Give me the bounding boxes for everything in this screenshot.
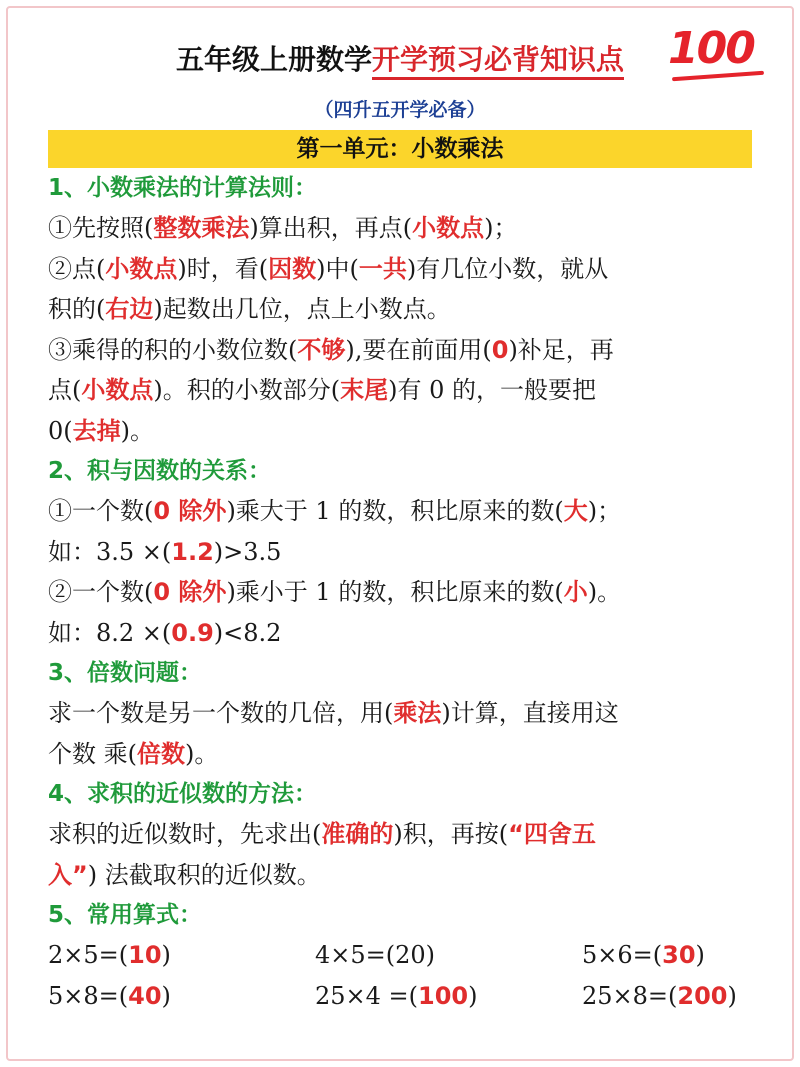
title-topic: 开学预习必背知识点	[372, 43, 624, 80]
text-line: ①一个数(0 除外)乘大于 1 的数，积比原来的数(大)；	[48, 497, 622, 525]
score-100-logo: 100	[668, 23, 754, 74]
answer: 入”	[48, 860, 88, 889]
text-line: ①先按照(整数乘法)算出积，再点(小数点)；	[48, 214, 518, 242]
answer: 因数	[268, 254, 317, 283]
formula: 25×8=(200)	[582, 982, 737, 1010]
answer: 0	[491, 335, 509, 364]
title-grade: 五年级上册数学	[175, 43, 372, 76]
answer: 0.9	[171, 618, 214, 647]
section-heading: 3、倍数问题：	[48, 660, 203, 686]
section-heading: 2、积与因数的关系：	[48, 458, 272, 484]
answer: 末尾	[340, 376, 389, 404]
answer: 小数点	[105, 254, 178, 283]
answer: 一共	[358, 254, 407, 283]
text-line: 如：8.2 ×(0.9)<8.2	[48, 618, 282, 647]
section-heading: 4、求积的近似数的方法：	[48, 781, 318, 807]
answer: 小数点	[412, 214, 485, 242]
section-heading: 1、小数乘法的计算法则：	[48, 175, 318, 201]
answer: 小	[563, 578, 588, 606]
answer: 0 除外	[153, 578, 227, 606]
page-subtitle: （四升五开学必备）	[314, 99, 486, 121]
text-line: 求一个数是另一个数的几倍，用(乘法)计算，直接用这	[48, 699, 619, 727]
text-line: 0(去掉)。	[48, 416, 155, 445]
answer: 准确的	[321, 820, 394, 848]
text-line: 个数 乘(倍数)。	[48, 739, 219, 768]
formula-grid	[48, 935, 760, 1017]
text-line: 求积的近似数时，先求出(准确的)积，再按(“四舍五	[48, 820, 596, 848]
answer: 倍数	[137, 739, 185, 768]
formula: 5×6=(30)	[582, 941, 705, 969]
text-line: 点(小数点)。积的小数部分(末尾)有 0 的，一般要把	[48, 376, 596, 404]
answer: 0 除外	[153, 497, 227, 525]
formula: 25×4 =(100)	[315, 982, 478, 1010]
answer: 大	[563, 497, 588, 525]
formula: 5×8=(40)	[48, 982, 171, 1010]
formula: 4×5=(20)	[315, 941, 436, 969]
unit-banner: 第一单元：小数乘法	[48, 130, 752, 168]
answer: 1.2	[171, 537, 214, 566]
answer: 去掉	[72, 416, 121, 445]
text-line: 积的(右边)起数出几位，点上小数点。	[48, 295, 451, 323]
answer: 整数乘法	[153, 214, 250, 242]
text-line: 入”) 法截取积的近似数。	[48, 860, 321, 889]
answer: 不够	[297, 335, 346, 364]
text-line: 如：3.5 ×(1.2)>3.5	[48, 537, 282, 566]
text-line: ③乘得的积的小数位数(不够),要在前面用(0)补足，再	[48, 335, 614, 364]
content	[48, 168, 760, 1017]
text-line: ②点(小数点)时，看(因数)中(一共)有几位小数，就从	[48, 254, 609, 283]
section-heading: 5、常用算式：	[48, 902, 203, 928]
formula: 2×5=(10)	[48, 941, 171, 969]
text-line: ②一个数(0 除外)乘小于 1 的数，积比原来的数(小)。	[48, 578, 622, 606]
answer: 乘法	[393, 699, 442, 727]
answer: 右边	[105, 295, 154, 323]
answer: 小数点	[81, 376, 154, 404]
answer: “四舍五	[508, 820, 596, 848]
